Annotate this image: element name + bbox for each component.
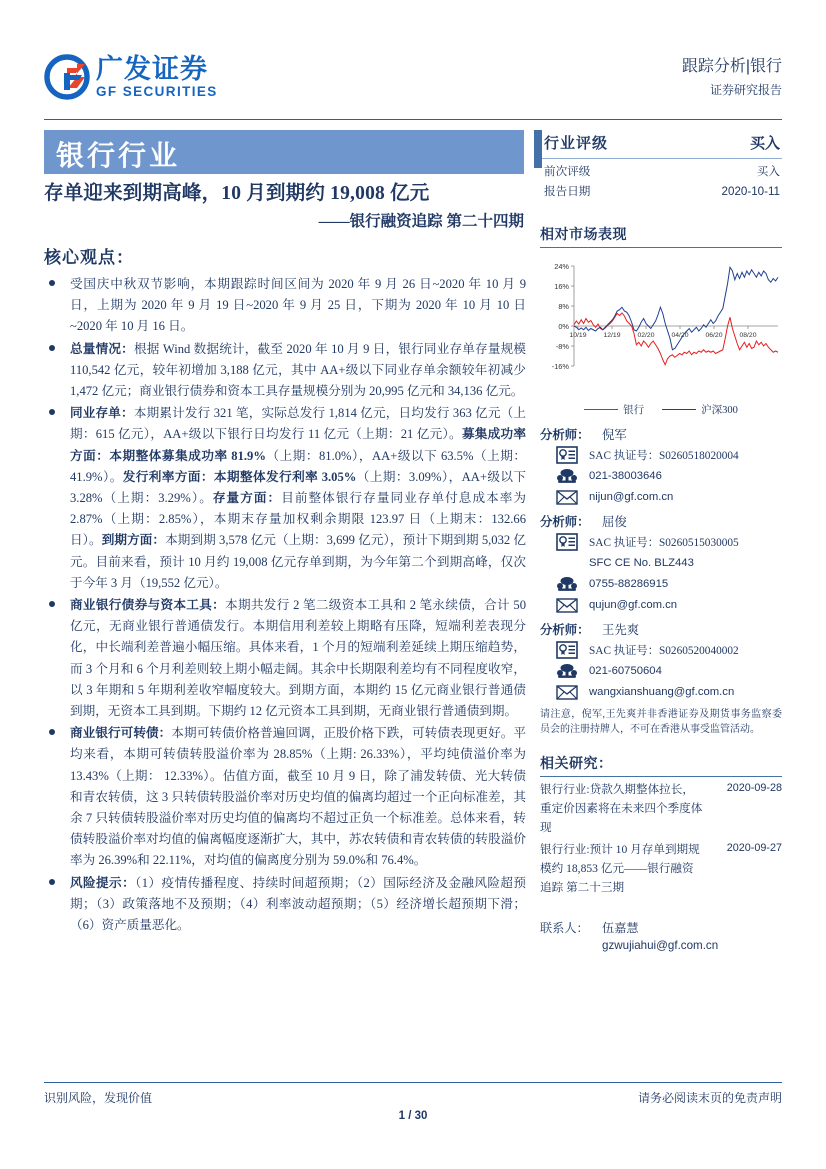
chart-legend — [540, 402, 782, 417]
svg-text:0%: 0% — [558, 322, 569, 331]
list-item — [44, 339, 526, 403]
analyst-detail-text: 0755-88286915 — [589, 578, 669, 590]
phone-icon — [554, 575, 580, 593]
header-right — [682, 56, 782, 100]
list-item[interactable] — [540, 840, 782, 897]
analyst-detail-row — [540, 533, 782, 551]
analyst-detail-text: 021-60750604 — [589, 665, 662, 677]
mail-icon — [554, 488, 580, 506]
market-performance-section — [540, 224, 782, 419]
page-number: 1 / 30 — [398, 1110, 428, 1122]
list-item[interactable] — [540, 780, 782, 837]
report-title: 存单迎来到期高峰，10 月到期约 19,008 亿元 — [44, 183, 430, 204]
list-item — [44, 595, 526, 722]
certificate-icon — [554, 533, 580, 551]
related-research-section — [540, 753, 782, 897]
right-sidebar — [540, 130, 782, 952]
legend-entry-bank — [584, 402, 644, 417]
analyst-detail-text[interactable]: wangxianshuang@gf.com.cn — [589, 686, 735, 698]
footer-divider — [44, 1082, 782, 1083]
rating-box — [540, 130, 782, 224]
phone-icon — [554, 467, 580, 485]
bullet-text: 商业银行债券与资本工具：本期共发行 2 笔二级资本工具和 2 笔永续债，合计 50 亿元，无商业银行普通债发行。本期信用利差较上期略有压降，短端利差表现分化，中长端利差普遍小幅压缩。具体来看，1 个月的短端利差延续上期压缩趋势，而 3 个月和 6 个月利差则较上期小幅走阔。其余中长期限利差均有不同程度收窄，以 3 年期和 5 年期利差收窄幅度较大。到期方面，本期约 15 亿元商业银行普通债到期，无资本工具到期。下期约 12 亿元资本工具到期，无商业银行普通债到期。 — [70, 598, 527, 719]
bullet-dot-icon — [49, 280, 55, 286]
footer-disclaimer: 请务必阅读末页的免责声明 — [637, 1091, 782, 1105]
legend-label: 沪深300 — [701, 405, 738, 416]
bullet-text: 商业银行可转债：本期可转债价格普遍回调，正股价格下跌，可转债表现更好。平均来看，本期可转债转股溢价率为 28.85%（上期: 26.33%），平均纯债溢价率为 13.43%（上期： 12.33%）。估值方面，截至 10 月 9 日，除了浦发转债、光大转债和青农转债，这 3 只转债转股溢价率对历史均值的偏离均超过一个正向标准差，其余 7 只转债转股溢价率对历史均值的偏离均不超过正负一个标准差。总体来看，转债转股溢价率对均值的偏离幅度逐渐扩大，其中，苏农转债和青农转债的转股溢价率为 26.39%和 22.11%，对均值的偏离度分别为 59.0%和 76.4%。 — [70, 726, 527, 868]
rating-value: 买入 — [749, 136, 780, 152]
logo-text-en: GF SECURITIES — [96, 84, 218, 99]
svg-text:10/19: 10/19 — [569, 332, 587, 339]
contact-name: 伍嘉慧 — [602, 921, 639, 935]
footer-slogan: 识别风险，发现价值 — [44, 1091, 153, 1105]
related-title: 银行行业:预计 10 月存单到期规模约 18,853 亿元——银行融资追踪 第二十三期 — [540, 843, 700, 894]
analyst-detail-row — [540, 596, 782, 614]
report-date-label: 报告日期 — [544, 185, 591, 198]
analyst-name: 王先爽 — [602, 623, 640, 637]
analyst-header — [540, 620, 782, 638]
analyst-disclaimer: 请注意，倪军,王先爽并非香港证券及期货事务监察委员会的注册持牌人，不可在香港从事受监管活动。 — [540, 709, 782, 735]
industry-title-band — [44, 130, 524, 174]
contact-section — [540, 919, 782, 952]
legend-swatch — [662, 409, 696, 410]
gf-logo-icon — [44, 54, 90, 100]
bullet-text: 风险提示：（1）疫情传播程度、持续时间超预期；（2）国际经济及金融风险超预期；（3）政策落地不及预期；（4）利率波动超预期；（5）经济增长超预期下滑；（6）资产质量恶化。 — [70, 875, 527, 933]
analyst-entry — [540, 620, 782, 701]
bullet-dot-icon — [49, 601, 55, 607]
bullet-dot-icon — [49, 345, 55, 351]
bullet-text: 受国庆中秋双节影响，本期跟踪时间区间为 2020 年 9 月 26 日~2020 年 10 月 9 日，上期为 2020 年 9 月 19 日~2020 年 9 月 25 日，下期为 2020 年 10 月 10 日~2020 年 10 月 16 日。 — [70, 277, 526, 334]
mail-icon — [554, 683, 580, 701]
analyst-detail-row — [540, 575, 782, 593]
list-item — [44, 873, 526, 937]
bullet-dot-icon — [49, 409, 55, 415]
list-item — [44, 274, 526, 338]
industry-title: 银行行业 — [56, 141, 181, 172]
header-title: 跟踪分析|银行 — [681, 58, 782, 75]
section-divider — [540, 776, 782, 777]
market-performance-chart — [540, 254, 782, 419]
analyst-entry — [540, 425, 782, 506]
svg-text:12/19: 12/19 — [603, 332, 621, 339]
svg-text:04/20: 04/20 — [671, 332, 689, 339]
header-divider — [44, 119, 782, 120]
certificate-icon — [554, 641, 580, 659]
rating-accent-bar — [534, 130, 542, 168]
analyst-name: 倪军 — [602, 428, 627, 442]
related-title: 银行行业:贷款久期整体拉长，重定价因素将在未来四个季度体现 — [540, 783, 703, 834]
market-performance-heading: 相对市场表现 — [540, 228, 627, 243]
header-subtitle: 证券研究报告 — [709, 83, 782, 97]
phone-icon — [554, 662, 580, 680]
bullet-dot-icon — [49, 879, 55, 885]
list-item — [44, 723, 526, 871]
analyst-detail-row — [540, 554, 782, 572]
brand-logo — [44, 54, 218, 100]
bullet-text: 同业存单：本期累计发行 321 笔，实际总发行 1,814 亿元，日均发行 363 亿元（上期：615 亿元），AA+级以下银行日均发行 11 亿元（上期：21 亿元）。募集成功率方面：本期整体募集成功率 81.9%（上期：81.0%），AA+级以下 63.5%（上期：41.9%）。发行利率方面：本期整体发行利率 3.05%（上期：3.09%），AA+级以下 3.28%（上期：3.29%）。存量方面：目前整体银行存量同业存单付息成本率为 2.87%（上期：2.85%），本期末存量加权剩余期限 123.97 日（上期末：132.66 日）。到期方面：本期到期 3,578 亿元（上期：3,699 亿元），预计下期到期 5,032 亿元。目前来看，预计 10 月约 19,008 亿元存单到期，为今年第二个到期高峰，仅次于今年 3 月（19,552 亿元）。 — [70, 406, 527, 590]
analyst-detail-text[interactable]: nijun@gf.com.cn — [589, 491, 674, 503]
analyst-detail-row — [540, 488, 782, 506]
analyst-detail-row — [540, 641, 782, 659]
analyst-detail-row — [540, 446, 782, 464]
table-row — [540, 179, 782, 199]
analyst-section — [540, 425, 782, 701]
analyst-detail-text: SAC 执证号：S0260520040002 — [589, 645, 739, 657]
logo-text-cn: 广发证券 — [96, 54, 208, 84]
svg-text:-16%: -16% — [551, 362, 569, 371]
bullet-dot-icon — [49, 729, 55, 735]
svg-text:8%: 8% — [558, 302, 569, 311]
contact-label: 联系人： — [540, 921, 589, 935]
analyst-detail-text: SAC 执证号：S0260515030005 — [589, 537, 739, 549]
svg-text:06/20: 06/20 — [705, 332, 723, 339]
mail-icon — [554, 596, 580, 614]
prev-rating-value: 买入 — [756, 165, 780, 178]
analyst-header — [540, 425, 782, 443]
contact-email[interactable]: gzwujiahui@gf.com.cn — [602, 939, 719, 952]
svg-text:24%: 24% — [554, 262, 569, 271]
analyst-name: 屈俊 — [602, 515, 627, 529]
core-view-heading: 核心观点： — [44, 248, 134, 267]
related-research-heading: 相关研究： — [540, 757, 613, 772]
svg-text:08/20: 08/20 — [739, 332, 757, 339]
analyst-label: 分析师： — [540, 623, 590, 637]
certificate-icon — [554, 446, 580, 464]
analyst-detail-text[interactable]: qujun@gf.com.cn — [589, 599, 678, 611]
analyst-entry — [540, 512, 782, 614]
legend-entry-csi300 — [662, 402, 738, 417]
analyst-header — [540, 512, 782, 530]
report-series: ——银行融资追踪 第二十四期 — [318, 213, 524, 230]
svg-text:02/20: 02/20 — [637, 332, 655, 339]
svg-text:-8%: -8% — [555, 342, 569, 351]
svg-text:16%: 16% — [554, 282, 569, 291]
analyst-detail-text: SFC CE No. BLZ443 — [589, 557, 694, 569]
analyst-detail-row — [540, 467, 782, 485]
core-view-list — [44, 274, 526, 937]
legend-label: 银行 — [623, 405, 645, 416]
analyst-detail-text: SAC 执证号：S0260518020004 — [589, 450, 739, 462]
analyst-detail-text: 021-38003646 — [589, 470, 662, 482]
analyst-label: 分析师： — [540, 515, 590, 529]
related-date: 2020-09-28 — [726, 782, 782, 794]
rating-label: 行业评级 — [544, 136, 609, 152]
list-item — [44, 403, 526, 594]
prev-rating-label: 前次评级 — [544, 165, 591, 178]
report-date-value: 2020-10-11 — [721, 185, 780, 198]
blank-icon — [554, 554, 580, 572]
analyst-label: 分析师： — [540, 428, 590, 442]
legend-swatch — [584, 409, 618, 410]
analyst-detail-row — [540, 683, 782, 701]
page-header — [44, 52, 782, 120]
related-date: 2020-09-27 — [726, 842, 782, 854]
bullet-text: 总量情况：根据 Wind 数据统计，截至 2020 年 10 月 9 日，银行同业存单存量规模 110,542 亿元，较年初增加 3,188 亿元，其中 AA+级以下同业存单余额较年初减少 1,472 亿元；商业银行债券和资本工具存量规模分别为 20,995 亿元和 34,136 亿元。 — [70, 341, 526, 399]
table-row — [540, 159, 782, 179]
section-divider — [540, 247, 782, 248]
analyst-detail-row — [540, 662, 782, 680]
